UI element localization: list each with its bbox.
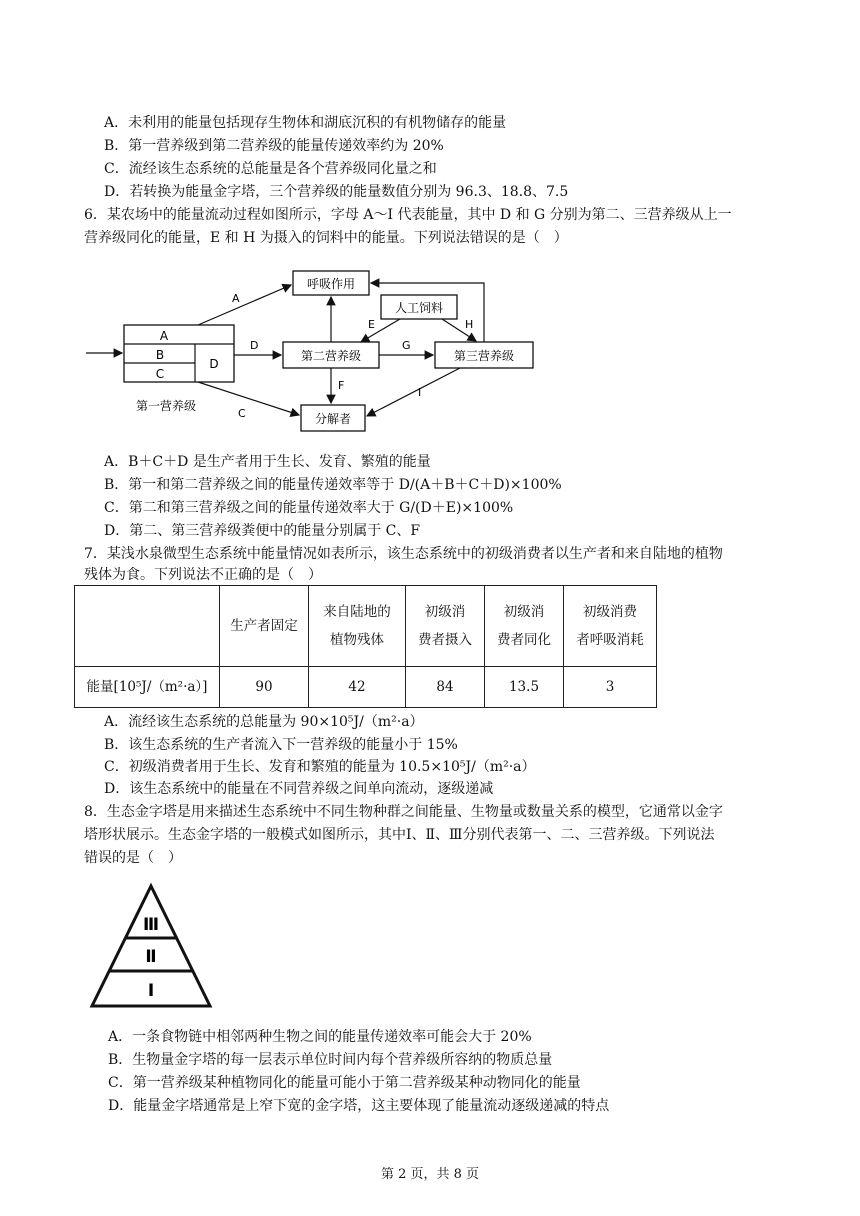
respiration-box [293, 271, 369, 295]
arrow-i-label: I [418, 386, 422, 399]
cell-c-label: C [155, 367, 165, 381]
table-header-cell: 生产者固定 [220, 586, 309, 667]
arrow-d-label: D [250, 339, 259, 352]
energy-flow-diagram [80, 265, 550, 440]
arrow-i [367, 368, 460, 416]
svg-text:人工饲料: 人工饲料 [394, 301, 444, 315]
table-header-cell: 初级消 费者同化 [485, 586, 564, 667]
q5-option-d: D．若转换为能量金字塔，三个营养级的能量数值分别为 96.3、18.8、7.5 [104, 184, 569, 200]
table-corner-cell [75, 586, 220, 667]
q6-stem-line2: 营养级同化的能量，E 和 H 为摄入的饲料中的能量。下列说法错误的是（ ） [84, 230, 568, 246]
page-footer: 第 2 页，共 8 页 [380, 1167, 480, 1182]
ecological-pyramid [88, 882, 214, 1010]
cell-b-label: B [155, 348, 165, 362]
svg-text:第三营养级: 第三营养级 [453, 349, 515, 363]
q7-option-c: C．初级消费者用于生长、发育和繁殖的能量为 10.5×10⁵J/（m²·a） [104, 759, 536, 775]
q6-option-a: A．B＋C＋D 是生产者用于生长、发育、繁殖的能量 [104, 454, 431, 470]
q7-stem-line2: 残体为食。下列说法不正确的是（ ） [84, 567, 322, 583]
q7-option-d: D．该生态系统中的能量在不同营养级之间单向流动，逐级递减 [104, 781, 494, 797]
arrow-a [198, 285, 291, 325]
pyramid-level-iii: Ⅲ [142, 915, 160, 935]
q5-option-c: C．流经该生态系统的总能量是各个营养级同化量之和 [104, 161, 437, 177]
arrow-c-label: C [238, 407, 246, 420]
q7-option-a: A．流经该生态系统的总能量为 90×10⁵J/（m²·a） [104, 714, 424, 730]
q8-option-c: C．第一营养级某种植物同化的能量可能小于第二营养级某种动物同化的能量 [108, 1075, 581, 1091]
level3-box [435, 342, 533, 368]
pyramid-level-i: Ⅰ [147, 981, 155, 1001]
q8-stem-line2: 塔形状展示。生态金字塔的一般模式如图所示，其中Ⅰ、Ⅱ、Ⅲ分别代表第一、二、三营养级。下列说法 [84, 827, 715, 843]
q8-stem-line1: 8．生态金字塔是用来描述生态系统中不同生物种群之间能量、生物量或数量关系的模型，它通常以金字 [84, 804, 723, 820]
arrow-e [361, 319, 400, 342]
table-header-cell: 来自陆地的 植物残体 [309, 586, 406, 667]
level1-label: 第一营养级 [135, 399, 197, 413]
table-cell: 42 [309, 667, 406, 708]
cell-a-label: A [159, 329, 169, 343]
q6-option-b: B．第一和第二营养级之间的能量传递效率等于 D/(A＋B＋C＋D)×100% [104, 477, 562, 493]
table-cell: 3 [564, 667, 657, 708]
arrow-f-label: F [338, 379, 345, 392]
svg-text:呼吸作用: 呼吸作用 [306, 277, 356, 291]
q8-option-a: A．一条食物链中相邻两种生物之间的能量传递效率可能会大于 20% [108, 1029, 532, 1045]
arrow-a-label: A [232, 292, 240, 305]
producer-block [124, 325, 234, 382]
table-row-label: 能量[10⁵J/（m²·a）] [75, 667, 220, 708]
arrow-h-label: H [465, 318, 474, 331]
cell-d-label: D [209, 357, 219, 371]
svg-text:分解者: 分解者 [314, 412, 352, 426]
arrow-c [198, 382, 299, 415]
feed-box [381, 295, 457, 319]
arrow-g-label: G [402, 339, 411, 352]
table-cell: 84 [406, 667, 485, 708]
q6-option-d: D．第二、第三营养级粪便中的能量分别属于 C、F [104, 523, 421, 539]
table-header-cell: 初级消 费者摄入 [406, 586, 485, 667]
table-cell: 90 [220, 667, 309, 708]
q7-stem-line1: 7．某浅水泉微型生态系统中能量情况如表所示，该生态系统中的初级消费者以生产者和来自陆地的植物 [84, 546, 723, 562]
q8-stem-line3: 错误的是（ ） [84, 850, 182, 866]
table-cell: 13.5 [485, 667, 564, 708]
table-row [75, 667, 657, 708]
q7-option-b: B．该生态系统的生产者流入下一营养级的能量小于 15% [104, 737, 458, 753]
q6-option-c: C．第二和第三营养级之间的能量传递效率大于 G/(D＋E)×100% [104, 500, 514, 516]
q6-stem-line1: 6．某农场中的能量流动过程如图所示，字母 A～I 代表能量，其中 D 和 G 分别为第二、三营养级从上一 [84, 207, 732, 223]
table-header-cell: 初级消费 者呼吸消耗 [564, 586, 657, 667]
arrow-e-label: E [368, 318, 375, 331]
decomposer-box [301, 405, 365, 431]
energy-table [74, 585, 657, 708]
q8-option-d: D．能量金字塔通常是上窄下宽的金字塔，这主要体现了能量流动逐级递减的特点 [108, 1098, 610, 1114]
q5-option-b: B．第一营养级到第二营养级的能量传递效率约为 20% [104, 138, 444, 154]
pyramid-level-ii: Ⅱ [145, 947, 157, 967]
q8-option-b: B．生物量金字塔的每一层表示单位时间内每个营养级所容纳的物质总量 [108, 1052, 553, 1068]
svg-text:第二营养级: 第二营养级 [300, 349, 362, 363]
level2-box [283, 342, 379, 368]
q5-option-a: A．未利用的能量包括现存生物体和湖底沉积的有机物储存的能量 [104, 115, 507, 131]
table-header-row [75, 586, 657, 667]
